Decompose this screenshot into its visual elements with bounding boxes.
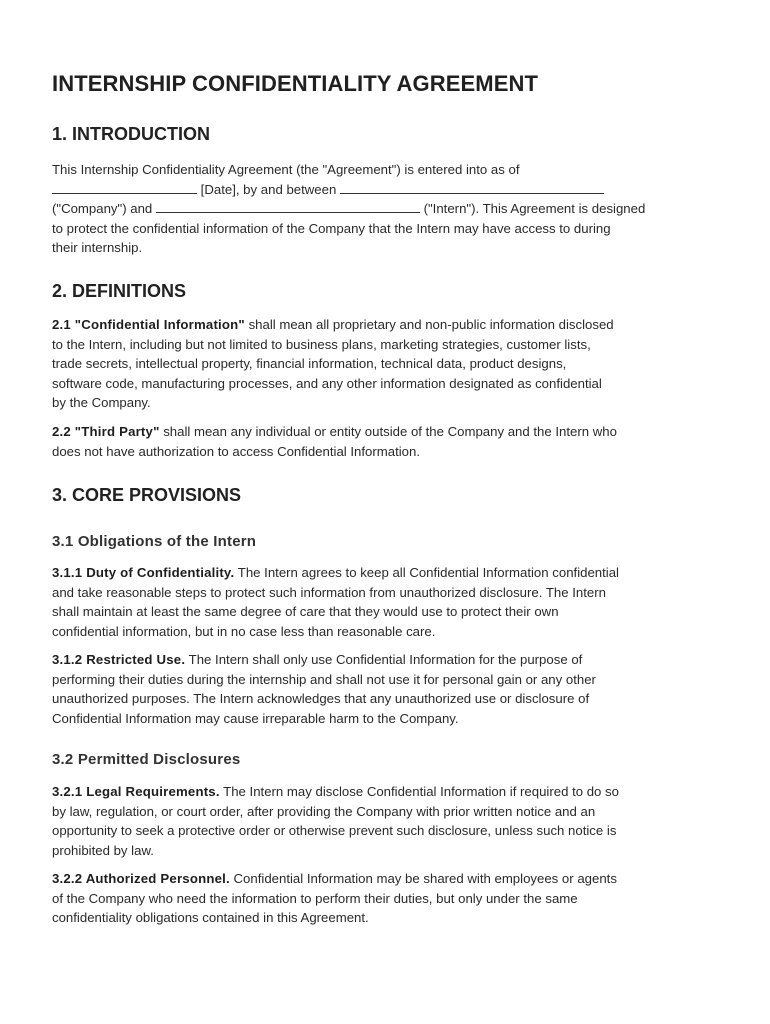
clause-term: 3.1.2 Restricted Use. <box>52 652 186 667</box>
document-title: INTERNSHIP CONFIDENTIALITY AGREEMENT <box>52 71 538 96</box>
company-label: ("Company") and <box>52 201 153 217</box>
introduction-paragraph <box>52 160 717 258</box>
section-heading-core-provisions: 3. CORE PROVISIONS <box>52 485 242 505</box>
section-heading-definitions: 2. DEFINITIONS <box>52 281 187 301</box>
definition-confidential-information: 2.1 "Confidential Information" shall mean all proprietary and non-public information disclosed to the Intern, including but not limited to business plans, marketing strategies, customer lists, trade secrets, intellectual property, financial information, technical data, product designs, software code, manufacturing processes, and any other information designated as confidential by the Company. <box>52 317 614 411</box>
clause-authorized-personnel: 3.2.2 Authorized Personnel. Confidential Information may be shared with employees or agents of the Company who need the information to perform their duties, but only under the same confidentiality obligations contained in this Agreement. <box>52 871 617 926</box>
company-name-blank <box>340 181 604 194</box>
clause-term: 3.2.2 Authorized Personnel. <box>52 871 230 886</box>
definition-term: 2.2 "Third Party" <box>52 424 160 439</box>
date-blank <box>52 181 197 194</box>
clause-duty-of-confidentiality: 3.1.1 Duty of Confidentiality. The Intern agrees to keep all Confidential Information confidential and take reasonable steps to protect such information from unauthorized disclosure. The Intern shall maintain at least the same degree of care that they would use to protect their own confidential information, but in no case less than reasonable care. <box>52 565 619 639</box>
intro-line-2 <box>52 180 717 200</box>
intro-line-1: This Internship Confidentiality Agreement (the "Agreement") is entered into as of <box>52 162 520 177</box>
clause-term: 3.2.1 Legal Requirements. <box>52 784 220 799</box>
subsection-heading-permitted-disclosures: 3.2 Permitted Disclosures <box>52 751 241 768</box>
intro-line-5: their internship. <box>52 240 143 256</box>
intern-name-blank <box>156 200 420 213</box>
clause-legal-requirements: 3.2.1 Legal Requirements. The Intern may disclose Confidential Information if required to do so by law, regulation, or court order, after providing the Company with prior written notice and an opportunity to seek a protective order or otherwise prevent such disclosure, unless such notice is prohibited by law. <box>52 784 619 858</box>
intro-line-3 <box>52 199 717 219</box>
intern-label: ("Intern"). This Agreement is designed <box>423 201 646 217</box>
clause-restricted-use: 3.1.2 Restricted Use. The Intern shall only use Confidential Information for the purpose of performing their duties during the internship and shall not use it for personal gain or any other unauthorized purposes. The Intern acknowledges that any unauthorized use or disclosure of Confidential Information may cause irreparable harm to the Company. <box>52 652 596 726</box>
subsection-heading-obligations: 3.1 Obligations of the Intern <box>52 533 257 550</box>
definition-third-party: 2.2 "Third Party" shall mean any individual or entity outside of the Company and the Intern who does not have authorization to access Confidential Information. <box>52 424 617 459</box>
section-heading-introduction: 1. INTRODUCTION <box>52 124 211 144</box>
date-label: [Date], by and between <box>200 181 337 197</box>
clause-term: 3.1.1 Duty of Confidentiality. <box>52 565 235 580</box>
definition-term: 2.1 "Confidential Information" <box>52 317 245 332</box>
intro-line-4: to protect the confidential information of the Company that the Intern may have access to during <box>52 220 611 236</box>
